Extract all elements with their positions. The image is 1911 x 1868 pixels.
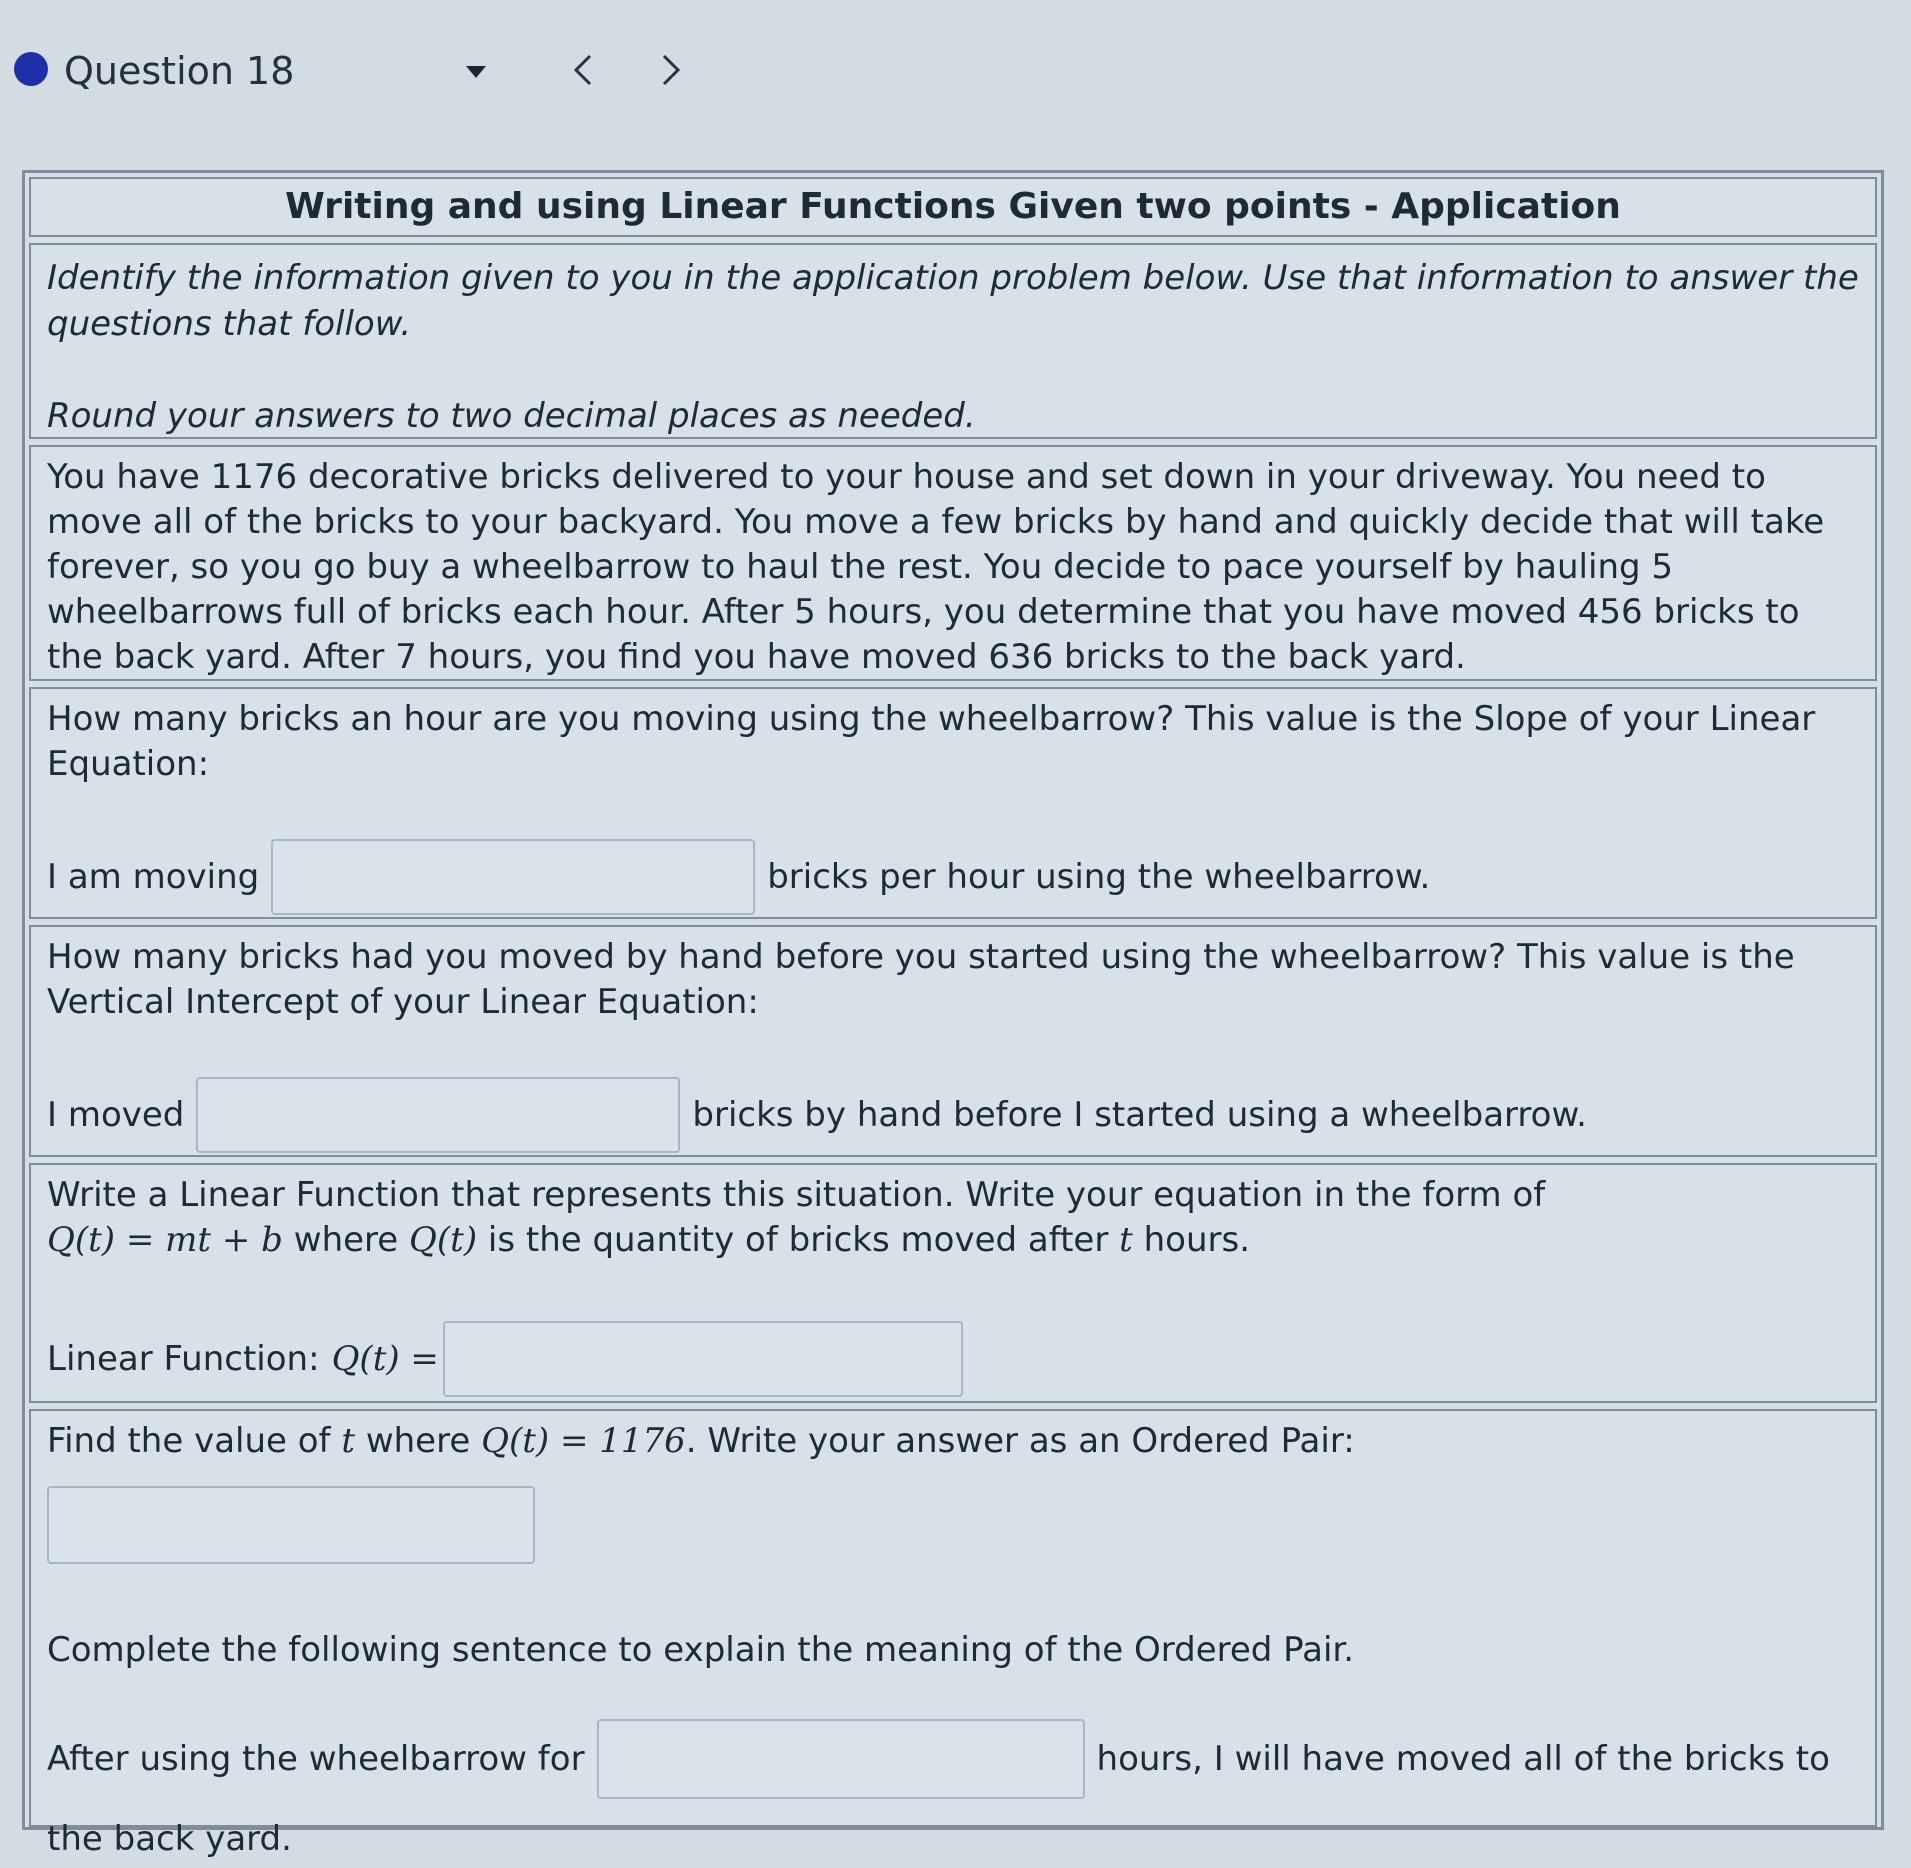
function-prompt: [47, 1173, 1859, 1263]
instructions-text: Identify the information given to you in the application problem below. Use that information to answer the questions that follow.: [47, 258, 1859, 344]
slope-question: [29, 687, 1877, 919]
complete-sentence-prompt: Complete the following sentence to explain the meaning of the Ordered Pair.: [47, 1630, 1355, 1670]
rounding-note: Round your answers to two decimal places as needed.: [47, 396, 976, 436]
slope-prompt: How many bricks an hour are you moving using the wheelbarrow? This value is the Slope of your Linear Equation:: [47, 699, 1816, 784]
intercept-before-label: I moved: [47, 1094, 185, 1135]
chevron-left-icon: [562, 44, 602, 96]
function-answer-row: [47, 1321, 1859, 1397]
pair-equation: Q(t) = 1176: [481, 1421, 686, 1461]
hours-tail-label: the back yard.: [47, 1819, 292, 1859]
function-label: Linear Function:: [47, 1338, 320, 1379]
ordered-pair-question: [29, 1409, 1877, 1859]
intercept-input[interactable]: [196, 1077, 680, 1153]
intercept-question: [29, 925, 1877, 1157]
function-question: [29, 1163, 1877, 1403]
slope-before-label: I am moving: [47, 856, 260, 897]
pair-t: t: [341, 1421, 356, 1461]
hours-after-label: hours, I will have moved all of the bricks to: [1096, 1738, 1830, 1779]
function-form: Q(t) = mt + b: [47, 1220, 283, 1260]
hours-input[interactable]: [597, 1719, 1085, 1799]
intercept-after-label: bricks by hand before I started using a wheelbarrow.: [692, 1094, 1587, 1135]
question-label: Question 18: [64, 49, 295, 93]
hours-answer-row: [47, 1719, 1859, 1799]
status-dot-icon: [14, 52, 48, 86]
function-t: t: [1119, 1220, 1133, 1260]
previous-question-button[interactable]: [562, 44, 602, 96]
intercept-answer-row: [47, 1077, 1859, 1153]
function-prompt-end: hours.: [1143, 1220, 1251, 1260]
function-prompt-mid: is the quantity of bricks moved after: [487, 1220, 1109, 1260]
pair-where: where: [365, 1421, 471, 1461]
function-where: where: [293, 1220, 399, 1260]
instructions: [29, 243, 1877, 439]
function-prompt-start: Write a Linear Function that represents this situation. Write your equation in the form of: [47, 1175, 1546, 1215]
ordered-pair-input[interactable]: [47, 1486, 535, 1564]
problem-statement: You have 1176 decorative bricks delivered to your house and set down in your driveway. You need to move all of the bricks to your backyard. You move a few bricks by hand and quickly decide that will take forever, so you go buy a wheelbarrow to haul the rest. You decide to pace yourself by hauling 5 wheelbarrows full of bricks each hour. After 5 hours, you determine that you have moved 456 bricks to the back yard. After 7 hours, you find you have moved 636 bricks to the back yard.: [29, 445, 1877, 681]
function-qt: Q(t): [409, 1220, 478, 1260]
slope-after-label: bricks per hour using the wheelbarrow.: [767, 856, 1431, 897]
chevron-right-icon: [652, 44, 692, 96]
function-input[interactable]: [443, 1321, 963, 1397]
slope-answer-row: [47, 839, 1859, 915]
slope-input[interactable]: [271, 839, 755, 915]
pair-prompt: [47, 1419, 1859, 1464]
pair-prompt-end: . Write your answer as an Ordered Pair:: [685, 1421, 1355, 1461]
hours-before-label: After using the wheelbarrow for: [47, 1738, 585, 1779]
question-card: [22, 170, 1884, 1859]
pair-prompt-start: Find the value of: [47, 1421, 331, 1461]
question-header: [0, 0, 1911, 145]
question-dropdown-icon[interactable]: [466, 66, 486, 78]
function-lhs: Q(t) =: [331, 1338, 439, 1379]
next-question-button[interactable]: [652, 44, 692, 96]
problem-title: Writing and using Linear Functions Given two points - Application: [29, 177, 1877, 237]
intercept-prompt: How many bricks had you moved by hand before you started using the wheelbarrow? This value is the Vertical Intercept of your Linear Equation:: [47, 937, 1795, 1022]
